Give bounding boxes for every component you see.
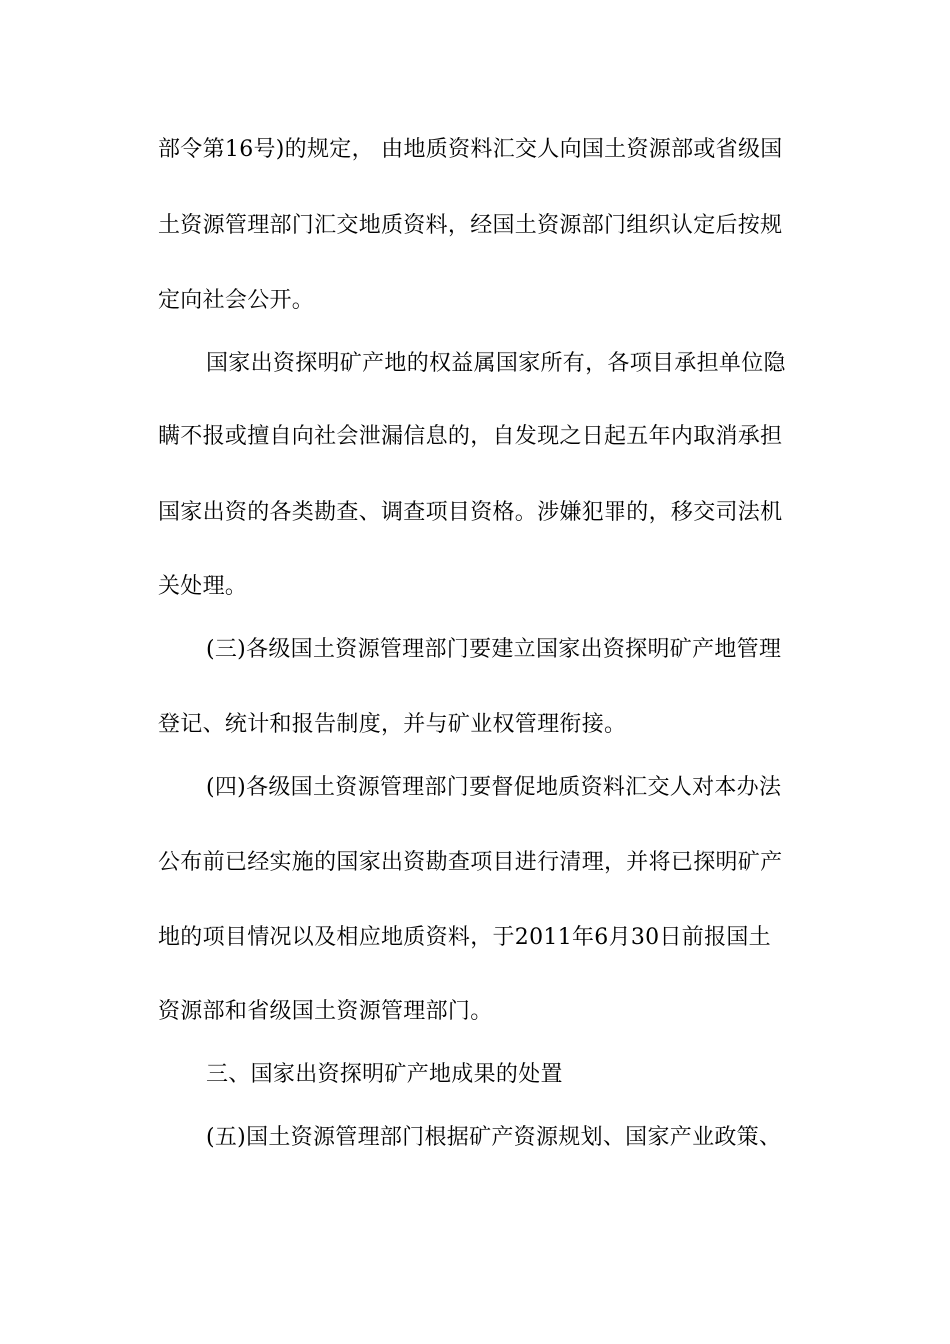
text-line: 公布前已经实施的国家出资勘查项目进行清理，并将已探明矿产 <box>158 850 783 875</box>
text-line: 瞒不报或擅自向社会泄漏信息的，自发现之日起五年内取消承担 <box>158 424 783 449</box>
text-line: (五)国土资源管理部门根据矿产资源规划、国家产业政策、 <box>206 1125 782 1150</box>
text-line: 关处理。 <box>158 574 248 599</box>
text-line: (三)各级国土资源管理部门要建立国家出资探明矿产地管理 <box>206 637 782 662</box>
text-line: 国家出资的各类勘查、调查项目资格。涉嫌犯罪的，移交司法机 <box>158 500 783 525</box>
text-line: 定向社会公开。 <box>158 288 315 313</box>
text-line: (四)各级国土资源管理部门要督促地质资料汇交人对本办法 <box>206 775 782 800</box>
text-line: 土资源管理部门汇交地质资料，经国土资源部门组织认定后按规 <box>158 213 783 238</box>
text-line: 资源部和省级国土资源管理部门。 <box>158 999 493 1024</box>
text-line: 地的项目情况以及相应地质资料，于2011年6月30日前报国土 <box>158 925 771 950</box>
text-line: 国家出资探明矿产地的权益属国家所有，各项目承担单位隐 <box>206 351 786 376</box>
text-line: 部令第16号)的规定， 由地质资料汇交人向国土资源部或省级国 <box>158 137 783 162</box>
section-heading: 三、国家出资探明矿产地成果的处置 <box>206 1062 563 1087</box>
text-line: 登记、统计和报告制度，并与矿业权管理衔接。 <box>158 712 627 737</box>
